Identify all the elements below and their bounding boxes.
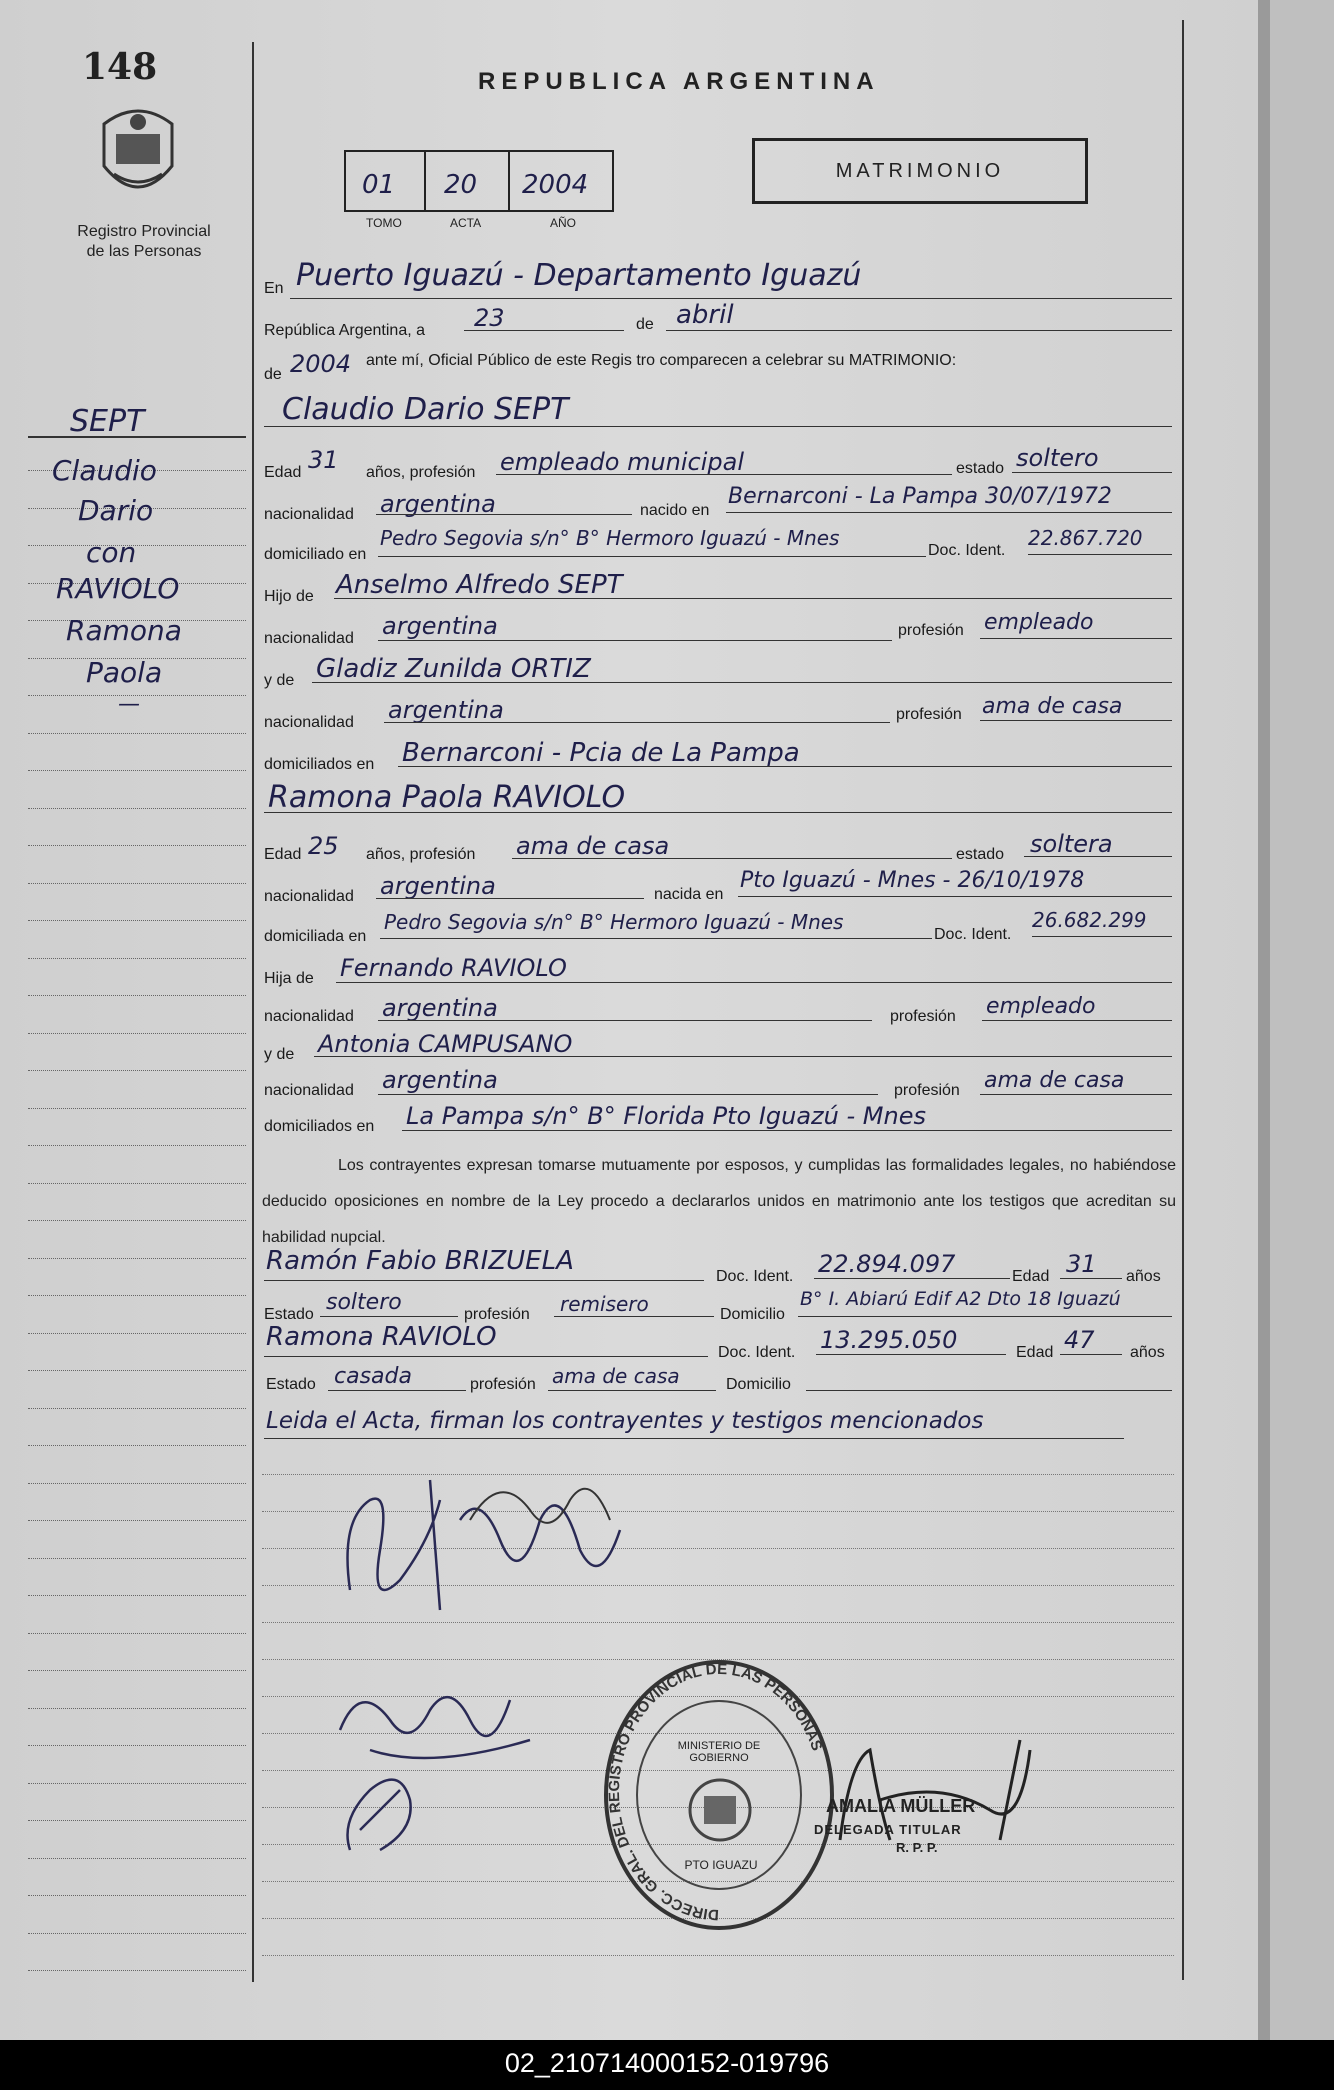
groom-nationality: argentina (380, 490, 496, 518)
witness1-name-line (264, 1280, 704, 1281)
margin-con: con (86, 536, 137, 569)
witness2-status-line (328, 1390, 466, 1391)
marriage-day: 23 (474, 304, 505, 332)
witness2-address-line (806, 1390, 1172, 1391)
place-line (290, 298, 1172, 299)
closing-line (264, 1438, 1124, 1439)
margin-bride-second: Paola (86, 656, 163, 689)
bride-nationality: argentina (380, 872, 496, 900)
groom-nationality-label: nacionalidad (264, 506, 354, 523)
record-type: MATRIMONIO (752, 138, 1088, 204)
republica-label: República Argentina, a (264, 322, 425, 339)
ano-label: AÑO (550, 216, 577, 230)
margin-ruled-line (28, 1858, 246, 1859)
groom-address-label: domiciliado en (264, 546, 367, 563)
bride-status: soltera (1030, 830, 1113, 858)
groom-doc: 22.867.720 (1028, 526, 1143, 550)
witness2-age: 47 (1064, 1326, 1095, 1354)
bride-address-line (380, 938, 932, 939)
margin-dash: — (118, 692, 140, 717)
groom-estado-label: estado (956, 460, 1005, 477)
margin-ruled-line (28, 545, 246, 546)
witness2-doc-line (816, 1354, 1006, 1355)
bride-estado-label: estado (956, 846, 1005, 863)
groom-and-of-label: y de (264, 672, 295, 689)
margin-surname: SEPT (70, 404, 145, 439)
bride-and-of-label: y de (264, 1046, 295, 1063)
registro-label (60, 222, 228, 262)
margin-ruled-line (28, 1108, 246, 1109)
bride-birth: Pto Iguazú - Mnes - 26/10/1978 (740, 868, 1085, 893)
margin-ruled-line (28, 1258, 246, 1259)
bride-profession: ama de casa (516, 832, 670, 860)
groom-father: Anselmo Alfredo SEPT (336, 570, 623, 600)
bride-mother-profession: ama de casa (984, 1068, 1125, 1093)
witness1-estado-label: Estado (264, 1306, 314, 1323)
witness1-address-line (798, 1316, 1172, 1317)
witness2-prof-line (548, 1390, 716, 1391)
groom-doc-line (1028, 554, 1172, 555)
margin-ruled-line (28, 920, 246, 921)
witness1-address: B° I. Abiarú Edif A2 Dto 18 Iguazú (800, 1288, 1121, 1310)
coat-of-arms-icon (94, 104, 182, 208)
bride-mother-line (314, 1056, 1172, 1057)
bride-mother-prof-line (980, 1094, 1172, 1095)
bride-edad-label: Edad (264, 846, 302, 863)
groom-nationality-line (376, 514, 632, 515)
de-label: de (636, 316, 654, 333)
groom-name-line (264, 426, 1172, 427)
bride-status-line (1024, 856, 1172, 857)
margin-ruled-line (28, 1408, 246, 1409)
margin-ruled-line (28, 1145, 246, 1146)
margin-ruled-line (28, 883, 246, 884)
bride-doc: 26.682.299 (1032, 908, 1147, 932)
ano-value: 2004 (522, 170, 589, 200)
groom-father-profession: empleado (984, 610, 1094, 635)
official-signature (820, 1720, 1050, 1860)
margin-ruled-line (28, 1070, 246, 1071)
bride-born-label: nacida en (654, 886, 724, 903)
witness2-name-line (264, 1356, 708, 1357)
groom-father-line (334, 598, 1172, 599)
intro-text: ante mí, Oficial Público de este Regis tro comparecen a celebrar su MATRIMONIO: (366, 352, 957, 369)
witness1-doc: 22.894.097 (818, 1250, 956, 1278)
tomo-box (344, 150, 426, 212)
body-ruled-line (262, 1955, 1174, 1956)
witness1-status: soltero (326, 1290, 402, 1315)
signer-title: DELEGADA TITULAR (814, 1822, 962, 1837)
groom-birth: Bernarconi - La Pampa 30/07/1972 (728, 484, 1112, 509)
bride-doc-line (1032, 936, 1172, 937)
signer-name: AMALIA MÜLLER (826, 1796, 976, 1816)
groom-mother-nat-label: nacionalidad (264, 714, 354, 731)
bride-profession-line (512, 858, 952, 859)
groom-father-nationality: argentina (382, 612, 498, 640)
bride-mother: Antonia CAMPUSANO (318, 1030, 573, 1058)
margin-bride-first: Ramona (66, 614, 182, 647)
witness2-doc: 13.295.050 (820, 1326, 958, 1354)
record-number-boxes (344, 150, 614, 238)
groom-parents-address: Bernarconi - Pcia de La Pampa (402, 738, 800, 768)
witness1-age-line (1060, 1278, 1122, 1279)
bride-mother-nat-line (378, 1094, 878, 1095)
margin-ruled-line (28, 1033, 246, 1034)
bride-parents-address-line (402, 1130, 1172, 1131)
witness1-address-label: Domicilio (720, 1306, 785, 1323)
bride-parents-address: La Pampa s/n° B° Florida Pto Iguazú - Mnes (406, 1102, 926, 1130)
witness1-status-line (320, 1316, 458, 1317)
witness2-edad-label: Edad (1016, 1344, 1054, 1361)
witness1-prof-label: profesión (464, 1306, 530, 1323)
bride-address: Pedro Segovia s/n° B° Hermoro Iguazú - Mnes (384, 910, 844, 934)
margin-ruled-line (28, 1895, 246, 1896)
groom-mother-profession: ama de casa (982, 694, 1123, 719)
signer-org: R. P. P. (896, 1840, 938, 1855)
margin-ruled-line (28, 1295, 246, 1296)
groom-birth-line (726, 512, 1172, 513)
bride-father-prof-line (982, 1020, 1172, 1021)
margin-ruled-line (28, 1745, 246, 1746)
witness2-address-label: Domicilio (726, 1376, 791, 1393)
bride-signature (460, 1460, 620, 1580)
witness2-anos-label: años (1130, 1344, 1165, 1361)
margin-ruled-line (28, 1633, 246, 1634)
margin-ruled-line (28, 1183, 246, 1184)
bride-address-label: domiciliada en (264, 928, 367, 945)
groom-mother: Gladiz Zunilda ORTIZ (316, 654, 591, 684)
bride-name: Ramona Paola RAVIOLO (268, 780, 626, 815)
margin-ruled-line (28, 1520, 246, 1521)
marriage-place: Puerto Iguazú - Departamento Iguazú (296, 258, 862, 293)
margin-ruled-line (28, 1820, 246, 1821)
year-de-label: de (264, 366, 282, 383)
bride-name-line (264, 812, 1172, 813)
bride-age: 25 (308, 832, 339, 860)
groom-mother-prof-line (980, 720, 1172, 721)
groom-edad-label: Edad (264, 464, 302, 481)
groom-mother-line (312, 682, 1172, 683)
margin-ruled-line (28, 1595, 246, 1596)
witness1-profession: remisero (560, 1292, 649, 1316)
bride-daughter-of-label: Hija de (264, 970, 314, 987)
witness2-prof-label: profesión (470, 1376, 536, 1393)
witness2-signature (330, 1760, 440, 1870)
bride-doc-label: Doc. Ident. (934, 926, 1012, 943)
bride-father-nat-label: nacionalidad (264, 1008, 354, 1025)
groom-profession-line (496, 474, 952, 475)
witness2-age-line (1060, 1354, 1122, 1355)
witness1-prof-line (554, 1316, 714, 1317)
witness1-age: 31 (1066, 1250, 1097, 1278)
tomo-label: TOMO (366, 216, 402, 230)
witness1-doc-label: Doc. Ident. (716, 1268, 794, 1285)
right-border (1182, 20, 1184, 1980)
en-label: En (264, 280, 284, 297)
bride-mother-nat-label: nacionalidad (264, 1082, 354, 1099)
margin-ruled-line (28, 1370, 246, 1371)
document-id: 02_210714000152-019796 (504, 2048, 830, 2078)
day-line (464, 330, 624, 331)
groom-father-nat-line (378, 640, 892, 641)
page-edge (1270, 0, 1334, 2040)
bride-profesion-label: años, profesión (366, 846, 476, 863)
groom-father-prof-label: profesión (898, 622, 964, 639)
witness2-estado-label: Estado (266, 1376, 316, 1393)
registro-line-2: de las Personas (86, 243, 202, 260)
bride-birth-line (738, 896, 1172, 897)
groom-profession: empleado municipal (500, 448, 745, 476)
bride-father-nat-line (378, 1020, 872, 1021)
margin-ruled-line (28, 1970, 246, 1971)
margin-ruled-line (28, 1333, 246, 1334)
bride-nat-line (376, 898, 644, 899)
groom-profesion-label: años, profesión (366, 464, 476, 481)
groom-parents-address-label: domiciliados en (264, 756, 375, 773)
witness1-name: Ramón Fabio BRIZUELA (266, 1246, 574, 1276)
ano-box (508, 150, 614, 212)
witness2-name: Ramona RAVIOLO (266, 1322, 497, 1352)
margin-divider (252, 42, 254, 1982)
bride-father: Fernando RAVIOLO (340, 954, 567, 982)
witness2-profession: ama de casa (552, 1364, 680, 1388)
groom-parents-address-line (398, 766, 1172, 767)
bride-mother-prof-label: profesión (894, 1082, 960, 1099)
groom-father-prof-line (980, 638, 1172, 639)
acta-box (424, 150, 510, 212)
month-line (666, 330, 1172, 331)
witness1-doc-line (814, 1278, 1010, 1279)
margin-ruled-line (28, 1708, 246, 1709)
groom-father-nat-label: nacionalidad (264, 630, 354, 647)
groom-address-line (378, 556, 926, 557)
bride-father-profession: empleado (986, 994, 1096, 1019)
margin-bride-surname: RAVIOLO (56, 572, 180, 605)
closing-text: Leida el Acta, firman los contrayentes y testigos mencionados (266, 1408, 984, 1434)
margin-ruled-line (28, 995, 246, 996)
margin-ruled-line (28, 1483, 246, 1484)
margin-ruled-line (28, 770, 246, 771)
acta-label: ACTA (450, 216, 482, 230)
margin-ruled-line (28, 1445, 246, 1446)
margin-ruled-line (28, 845, 246, 846)
witness1-anos-label: años (1126, 1268, 1161, 1285)
registro-line-1: Registro Provincial (77, 223, 211, 240)
groom-status-line (1012, 472, 1172, 473)
groom-status: soltero (1016, 444, 1099, 472)
witness2-doc-label: Doc. Ident. (718, 1344, 796, 1361)
groom-mother-nationality: argentina (388, 696, 504, 724)
margin-ruled-line (28, 1670, 246, 1671)
bride-nat-label: nacionalidad (264, 888, 354, 905)
groom-son-of-label: Hijo de (264, 588, 314, 605)
groom-born-label: nacido en (640, 502, 710, 519)
margin-ruled-line (28, 1783, 246, 1784)
bride-father-prof-label: profesión (890, 1008, 956, 1025)
margin-ruled-line (28, 958, 246, 959)
groom-age: 31 (308, 446, 339, 474)
marriage-year: 2004 (290, 350, 352, 378)
page-title: REPUBLICA ARGENTINA (478, 68, 880, 95)
page-number: 148 (82, 46, 158, 88)
margin-ruled-line (28, 1933, 246, 1934)
declaration-text: Los contrayentes expresan tomarse mutuamente por esposos, y cumplidas las formalidades legales, no habiéndose deducido oposiciones en nombre de la Ley procedo a declararlos unidos en matrimonio ante los testigos que acreditan su habilidad nupcial. (262, 1157, 1176, 1246)
witness1-signature (330, 1660, 550, 1770)
bride-father-nationality: argentina (382, 994, 498, 1022)
stamp-bottom-text: PTO IGUAZU (684, 1858, 758, 1872)
bride-parents-address-label: domiciliados en (264, 1118, 375, 1135)
witness2-status: casada (334, 1364, 412, 1389)
margin-ruled-line (28, 808, 246, 809)
stamp-inner-text: MINISTERIO DE GOBIERNO (677, 1740, 761, 1764)
stamp-ring-label: DIRECC. GRAL. DEL REGISTRO PROVINCIAL DE LAS PERSONAS (605, 1660, 826, 1924)
margin-ruled-line (28, 733, 246, 734)
groom-doc-label: Doc. Ident. (928, 542, 1006, 559)
groom-address: Pedro Segovia s/n° B° Hermoro Iguazú - Mnes (380, 526, 840, 550)
bride-father-line (336, 982, 1172, 983)
margin-ruled-line (28, 1558, 246, 1559)
tomo-value: 01 (362, 170, 396, 200)
marriage-month: abril (676, 300, 734, 330)
bride-mother-nationality: argentina (382, 1066, 498, 1094)
margin-first-name: Claudio (52, 454, 157, 487)
groom-mother-nat-line (384, 722, 890, 723)
groom-mother-prof-label: profesión (896, 706, 962, 723)
margin-ruled-line (28, 1220, 246, 1221)
acta-value: 20 (444, 170, 478, 200)
margin-second-name: Dario (78, 494, 154, 527)
witness1-edad-label: Edad (1012, 1268, 1050, 1285)
groom-name: Claudio Dario SEPT (282, 392, 569, 427)
stamp-emblem-icon (680, 1770, 760, 1850)
